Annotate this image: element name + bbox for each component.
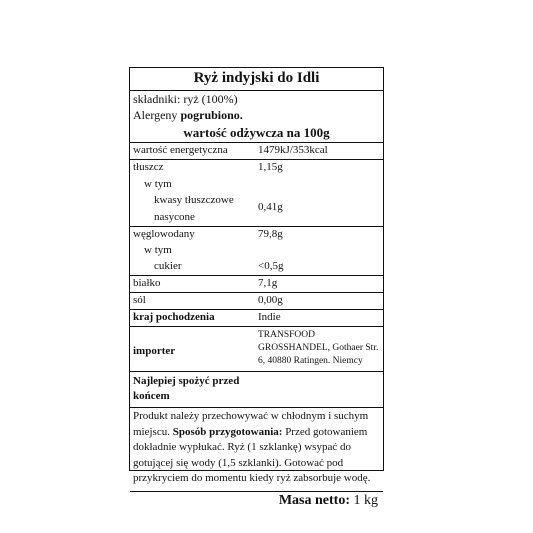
nutrition-name: tłuszcz: [133, 161, 164, 173]
divider: [130, 407, 383, 408]
product-title: Ryż indyjski do Idli: [193, 70, 320, 86]
divider: [130, 309, 383, 310]
importer-label: importer: [133, 345, 176, 357]
nutrition-value: 7,1g: [258, 277, 278, 289]
nutrition-name: w tym: [144, 178, 172, 190]
divider: [130, 491, 383, 492]
nutrition-title: wartość odżywcza na 100g: [183, 125, 330, 140]
net-weight: [279, 493, 378, 509]
nutrition-value: 1479kJ/353kcal: [258, 144, 328, 156]
allergens-bold: pogrubiono.: [180, 108, 243, 122]
nutrition-value: 1,15g: [258, 161, 283, 173]
nutrition-value: 79,8g: [258, 228, 283, 240]
ingredients: składniki: ryż (100%): [133, 92, 238, 106]
divider: [130, 142, 383, 143]
divider: [130, 90, 383, 91]
nutrition-name: wartość energetyczna: [133, 144, 228, 156]
storage-note: Produkt należy przechowywać w chłodnym i suchym miejscu.: [133, 410, 369, 438]
product-label: [129, 67, 384, 508]
allergens-prefix: Alergeny: [133, 108, 178, 122]
nutrition-name: w tym: [144, 244, 172, 256]
nutrition-name: kwasy tłuszczowe: [154, 194, 234, 206]
nutrition-value: 0,41g: [258, 201, 283, 213]
net-value: 1 kg: [353, 493, 378, 508]
nutrition-name: nasycone: [154, 211, 195, 223]
divider: [130, 371, 383, 372]
net-label: Masa netto:: [278, 493, 354, 508]
divider: [130, 275, 383, 276]
nutrition-name: węglowodany: [133, 228, 195, 240]
nutrition-name: sól: [133, 294, 146, 306]
nutrition-name: białko: [133, 277, 161, 289]
origin-label: kraj pochodzenia: [133, 311, 215, 323]
divider: [130, 326, 383, 327]
divider: [130, 159, 383, 160]
best-before: Najlepiej spożyć przed końcem: [133, 375, 240, 402]
nutrition-value: <0,5g: [258, 260, 284, 272]
divider: [130, 292, 383, 293]
allergens: [133, 108, 243, 123]
preparation-label: Sposób przygotowania:: [172, 425, 286, 438]
divider: [130, 226, 383, 227]
nutrition-value: 0,00g: [258, 294, 283, 306]
preparation-text: Przed gotowaniem dokładnie wypłukać. Ryż (1 szklankę) wsypać do gotującej się wody (1,5 szklanki). Gotować pod przykryciem do momentu kiedy ryż zabsorbuje wodę.: [133, 425, 371, 484]
importer-value: TRANSFOOD GROSSHANDEL, Gothaer Str. 6, 40880 Ratingen. Niemcy: [258, 330, 379, 366]
storage-text: [133, 409, 381, 487]
origin-value: Indie: [258, 311, 281, 323]
nutrition-name: cukier: [154, 260, 182, 272]
